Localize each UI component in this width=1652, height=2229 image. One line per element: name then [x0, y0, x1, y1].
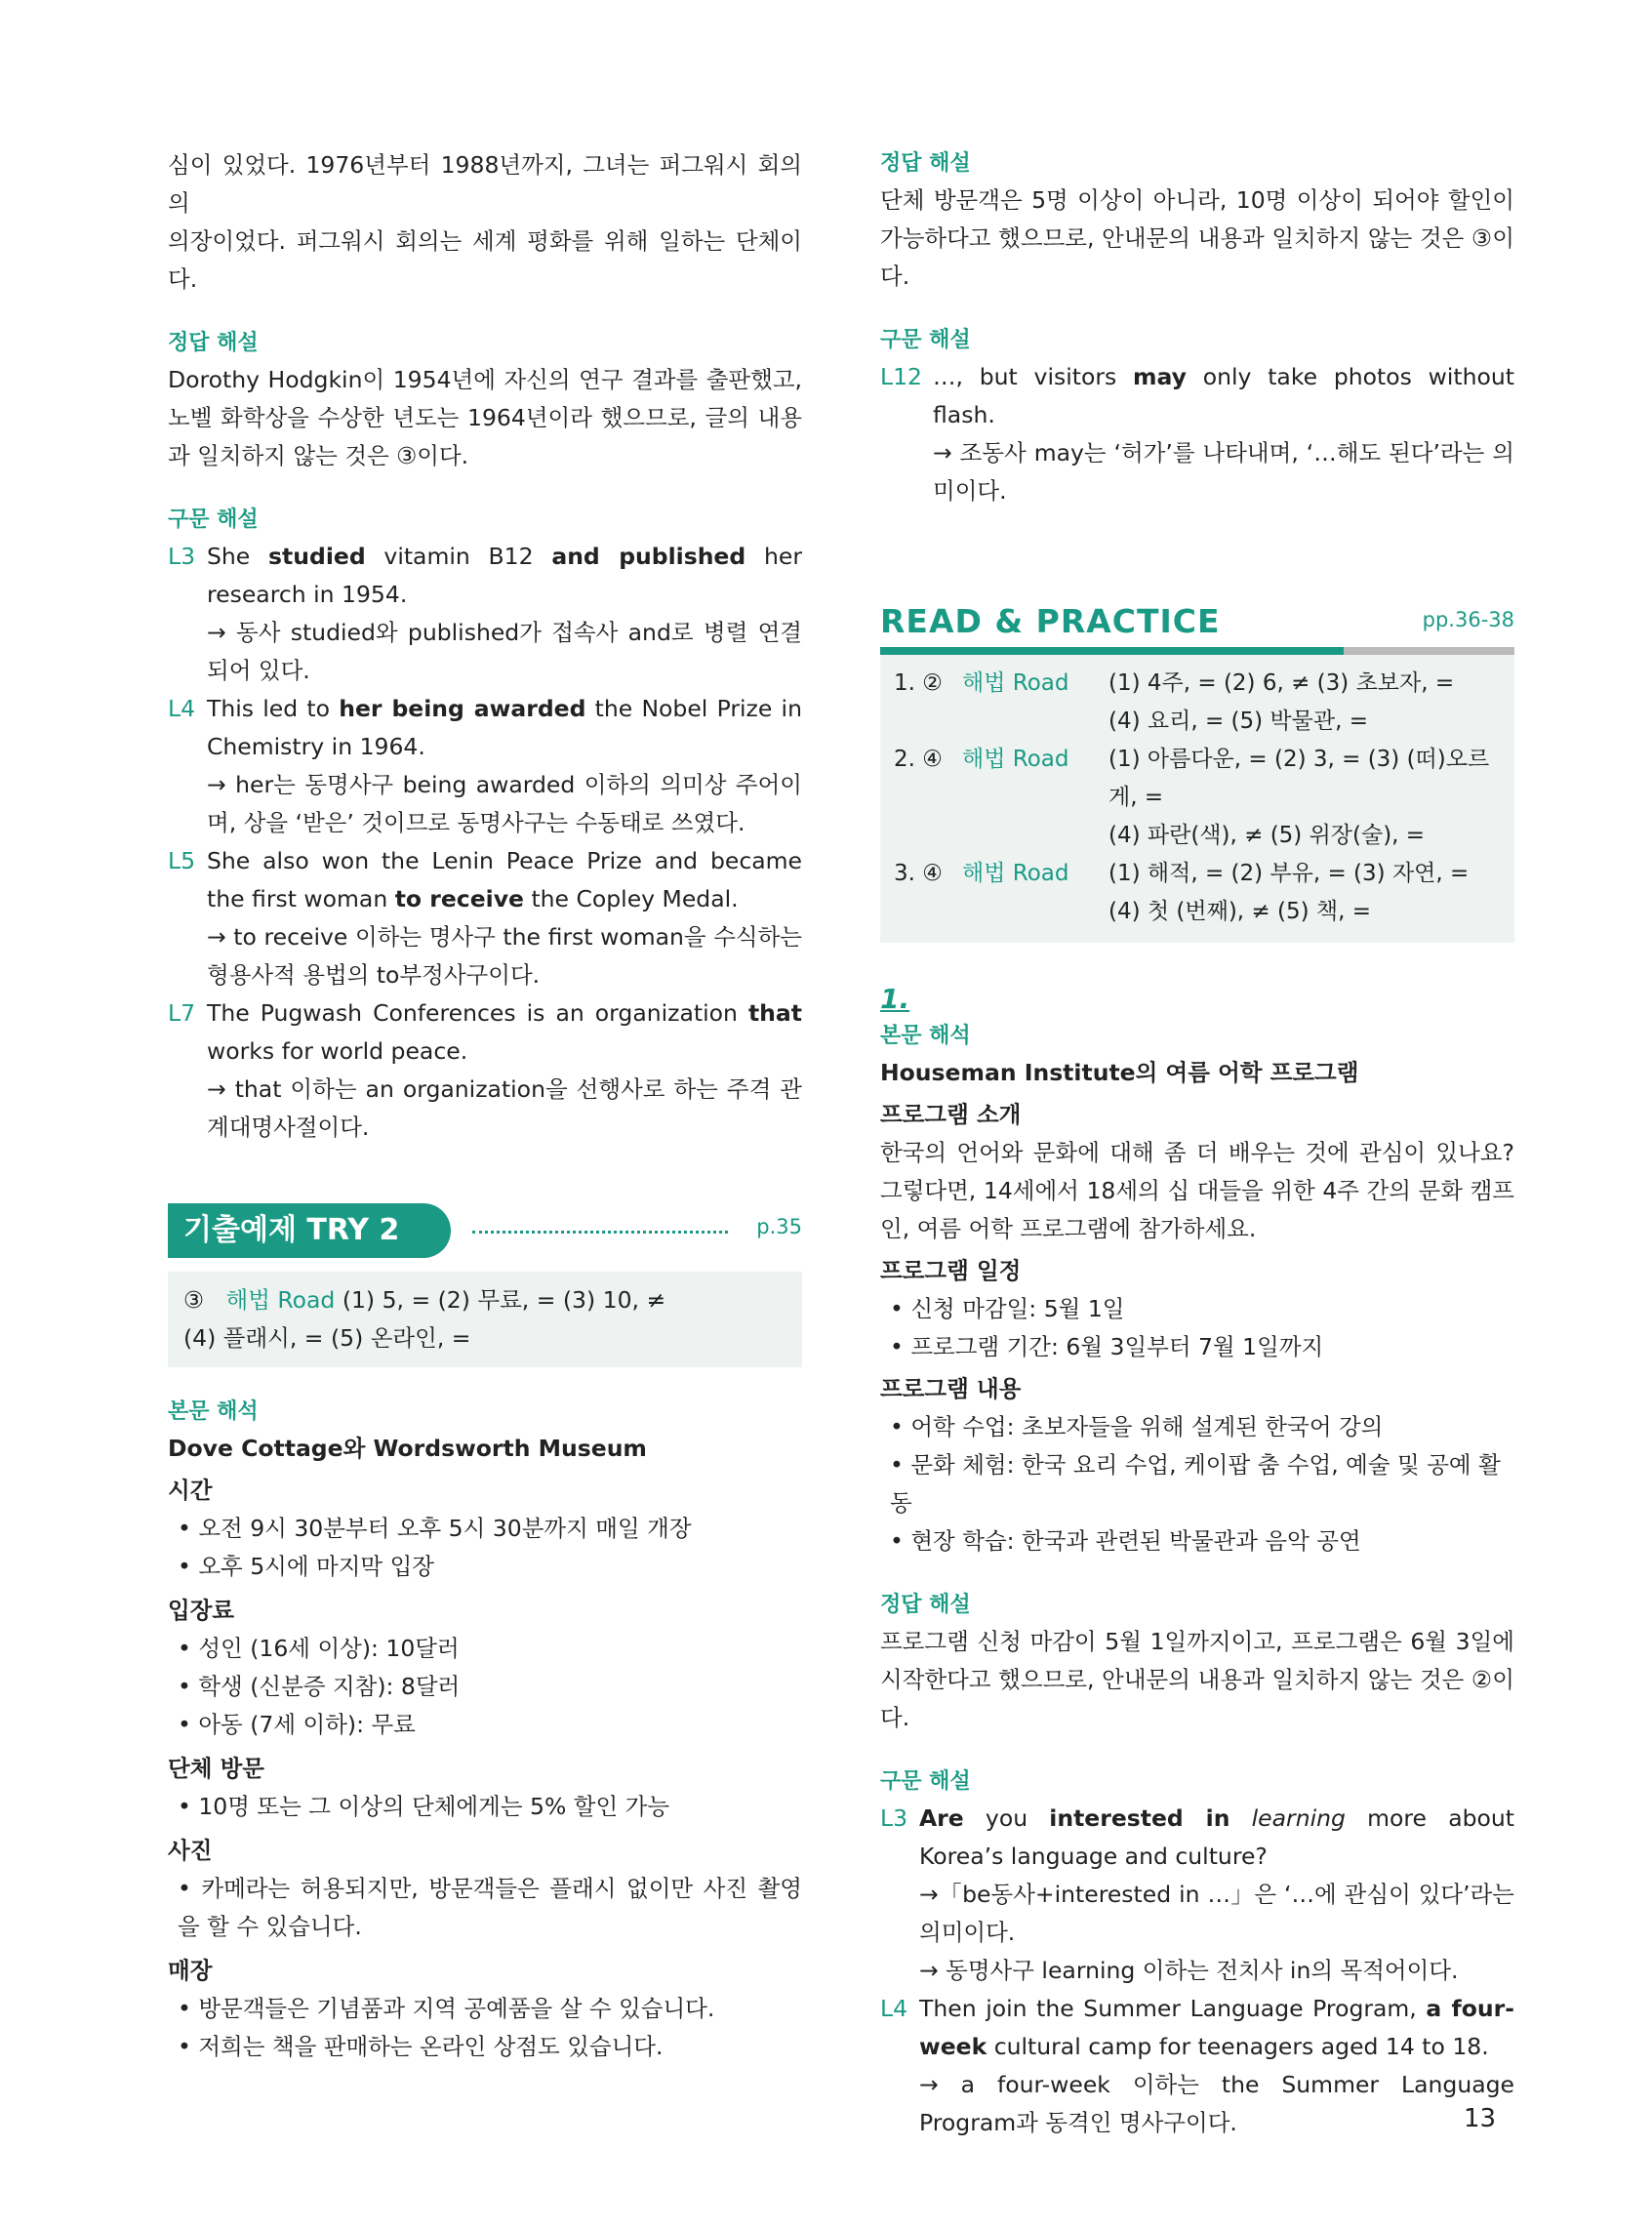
doc-title: Houseman Institute의 여름 어학 프로그램 — [880, 1059, 1359, 1086]
list-item: • 오후 5시에 마지막 입장 — [178, 1553, 435, 1580]
try-answer-line-2: (4) 플래시, = (5) 온라인, = — [183, 1324, 471, 1352]
syntax-note-l4: → a four-week 이하는 the Summer Language Program과 동격인 명사구이다. — [919, 2071, 1514, 2136]
list-item: • 어학 수업: 초보자들을 위해 설계된 한국어 강의 — [890, 1413, 1384, 1440]
list-item: • 카메라는 허용되지만, 방문객들은 플래시 없이만 사진 촬영을 할 수 있습니다. — [178, 1875, 802, 1940]
list-item: • 저희는 책을 판매하는 온라인 상점도 있습니다. — [178, 2033, 664, 2060]
practice-answer-2: 2. ④ 해법 Road (1) 아름다운, = (2) 3, = (3) (떠)오르게, = (4) 파란(색), ≠ (5) 위장(술), = — [894, 741, 1501, 855]
section-content-heading: 프로그램 내용 — [880, 1375, 1022, 1402]
syntax-note-l4: → her는 동명사구 being awarded 이하의 의미상 주어이며, 상을 ‘받은’ 것이므로 동명사구는 수동태로 쓰였다. — [207, 771, 802, 836]
syntax-note-l3-a: →「be동사+interested in …」은 ‘…에 관심이 있다’라는 의미이다. — [919, 1881, 1514, 1946]
read-practice-title: READ & PRACTICE — [880, 602, 1221, 640]
section-photo-heading: 사진 — [168, 1837, 213, 1864]
syntax-line-l4: L4 Then join the Summer Language Program, a four-week cultural camp for teenagers aged 14 to 18. — [880, 1990, 1514, 2066]
syntax-note-l3-b: → 동명사구 learning 이하는 전치사 in의 목적어이다. — [919, 1957, 1459, 1984]
line-number: L3 — [880, 1804, 908, 1832]
page-number: 13 — [1464, 2104, 1497, 2133]
try-answer-box — [168, 1272, 802, 1367]
read-practice-header — [880, 596, 1514, 647]
syntax-line-l12: L12 …, but visitors may only take photos without flash. — [880, 358, 1514, 434]
section-intro-heading: 프로그램 소개 — [880, 1101, 1022, 1128]
line-number: L4 — [168, 695, 196, 722]
syntax-note-l7: → that 이하는 an organization을 선행사로 하는 주격 관계대명사절이다. — [207, 1075, 802, 1141]
road-label: 해법 Road — [962, 861, 1069, 886]
section-group-heading: 단체 방문 — [168, 1755, 264, 1782]
intro-line-2: 의장이었다. 퍼그워시 회의는 세계 평화를 위해 일하는 단체이다. — [168, 227, 802, 293]
syntax-note-l5: → to receive 이하는 명사구 the first woman을 수식하는 형용사적 용법의 to부정사구이다. — [207, 923, 802, 989]
body-label: 본문 해석 — [880, 1024, 971, 1048]
doc-title: Dove Cottage와 Wordsworth Museum — [168, 1435, 647, 1462]
syntax-note-l12: → 조동사 may는 ‘허가’를 나타내며, ‘…해도 된다’라는 의미이다. — [933, 439, 1514, 505]
practice-answer-3: 3. ④ 해법 Road (1) 해적, = (2) 부유, = (3) 자연, = (4) 첫 (번째), ≠ (5) 책, = — [894, 855, 1501, 931]
syntax-line-l3: L3 She studied vitamin B12 and published her research in 1954. — [168, 538, 802, 614]
try-answer-line-1: ③ 해법 Road (1) 5, = (2) 무료, = (3) 10, ≠ — [183, 1286, 666, 1314]
road-label: 해법 Road — [225, 1286, 336, 1314]
list-item: • 학생 (신분증 지참): 8달러 — [178, 1673, 461, 1700]
syntax-label-2: 구문 해설 — [880, 1769, 971, 1794]
try-title: 기출예제 TRY 2 — [168, 1203, 451, 1258]
list-item: • 신청 마감일: 5월 1일 — [890, 1295, 1125, 1322]
list-item: • 오전 9시 30분부터 오후 5시 30분까지 매일 개장 — [178, 1515, 692, 1542]
syntax-line-l4: L4 This led to her being awarded the Nobel Prize in Chemistry in 1964. — [168, 690, 802, 766]
line-number: L5 — [168, 847, 196, 874]
section-shop-heading: 매장 — [168, 1957, 213, 1984]
answer-text-2: 프로그램 신청 마감이 5월 1일까지이고, 프로그램은 6월 3일에 시작한다고 했으므로, 안내문의 내용과 일치하지 않는 것은 ②이다. — [880, 1628, 1514, 1731]
syntax-line-l7: L7 The Pugwash Conferences is an organization that works for world peace. — [168, 994, 802, 1071]
left-column — [168, 146, 802, 2066]
road-label: 해법 Road — [962, 747, 1069, 772]
intro-text: 한국의 언어와 문화에 대해 좀 더 배우는 것에 관심이 있나요? 그렇다면, 14세에서 18세의 십 대들을 위한 4주 간의 문화 캠프인, 여름 어학 프로그램에 참가하세요. — [880, 1139, 1514, 1242]
syntax-line-l3: L3 Are you interested in learning more about Korea’s language and culture? — [880, 1800, 1514, 1876]
try-page-ref: p.35 — [756, 1215, 802, 1238]
syntax-label: 구문 해설 — [168, 507, 259, 532]
section-schedule-heading: 프로그램 일정 — [880, 1257, 1022, 1284]
syntax-label: 구문 해설 — [880, 328, 971, 352]
answer-text: 단체 방문객은 5명 이상이 아니라, 10명 이상이 되어야 할인이 가능하다고 했으므로, 안내문의 내용과 일치하지 않는 것은 ③이다. — [880, 186, 1514, 290]
body-label: 본문 해석 — [168, 1399, 259, 1424]
answer-text: Dorothy Hodgkin이 1954년에 자신의 연구 결과를 출판했고, 노벨 화학상을 수상한 년도는 1964년이라 했으므로, 글의 내용과 일치하지 않는 것은 ③이다. — [168, 366, 802, 469]
list-item: • 방문객들은 기념품과 지역 공예품을 살 수 있습니다. — [178, 1995, 715, 2022]
section-fee-heading: 입장료 — [168, 1597, 235, 1624]
list-item: • 성인 (16세 이상): 10달러 — [178, 1635, 460, 1662]
list-item: • 아동 (7세 이하): 무료 — [178, 1711, 416, 1738]
line-number: L12 — [880, 363, 922, 390]
line-number: L3 — [168, 543, 196, 570]
read-practice-bar — [880, 647, 1514, 655]
line-number: L4 — [880, 1995, 908, 2022]
right-column — [880, 146, 1514, 2142]
list-item: • 문화 체험: 한국 요리 수업, 케이팝 춤 수업, 예술 및 공예 활동 — [890, 1451, 1501, 1517]
syntax-line-l5: L5 She also won the Lenin Peace Prize and became the first woman to receive the Copley Medal. — [168, 842, 802, 918]
try-header — [168, 1203, 802, 1260]
road-label: 해법 Road — [962, 670, 1069, 696]
answer-label: 정답 해설 — [168, 331, 259, 355]
list-item: • 10명 또는 그 이상의 단체에게는 5% 할인 가능 — [178, 1793, 670, 1820]
read-practice-page-ref: pp.36-38 — [1422, 608, 1514, 631]
section-time-heading: 시간 — [168, 1477, 213, 1504]
list-item: • 현장 학습: 한국과 관련된 박물관과 음악 공연 — [890, 1527, 1361, 1555]
dotted-leader — [472, 1231, 728, 1234]
line-number: L7 — [168, 999, 196, 1027]
syntax-note-l3: → 동사 studied와 published가 접속사 and로 병렬 연결되어 있다. — [207, 619, 802, 684]
list-item: • 프로그램 기간: 6월 3일부터 7월 1일까지 — [890, 1333, 1324, 1360]
answer-label: 정답 해설 — [880, 151, 971, 176]
practice-answer-1: 1. ② 해법 Road (1) 4주, = (2) 6, ≠ (3) 초보자, = (4) 요리, = (5) 박물관, = — [894, 665, 1501, 741]
intro-line-1: 심이 있었다. 1976년부터 1988년까지, 그녀는 퍼그워시 회의의 — [168, 151, 802, 217]
answer-label-2: 정답 해설 — [880, 1593, 971, 1617]
question-number: 1. — [880, 983, 910, 1015]
read-practice-box — [880, 655, 1514, 943]
